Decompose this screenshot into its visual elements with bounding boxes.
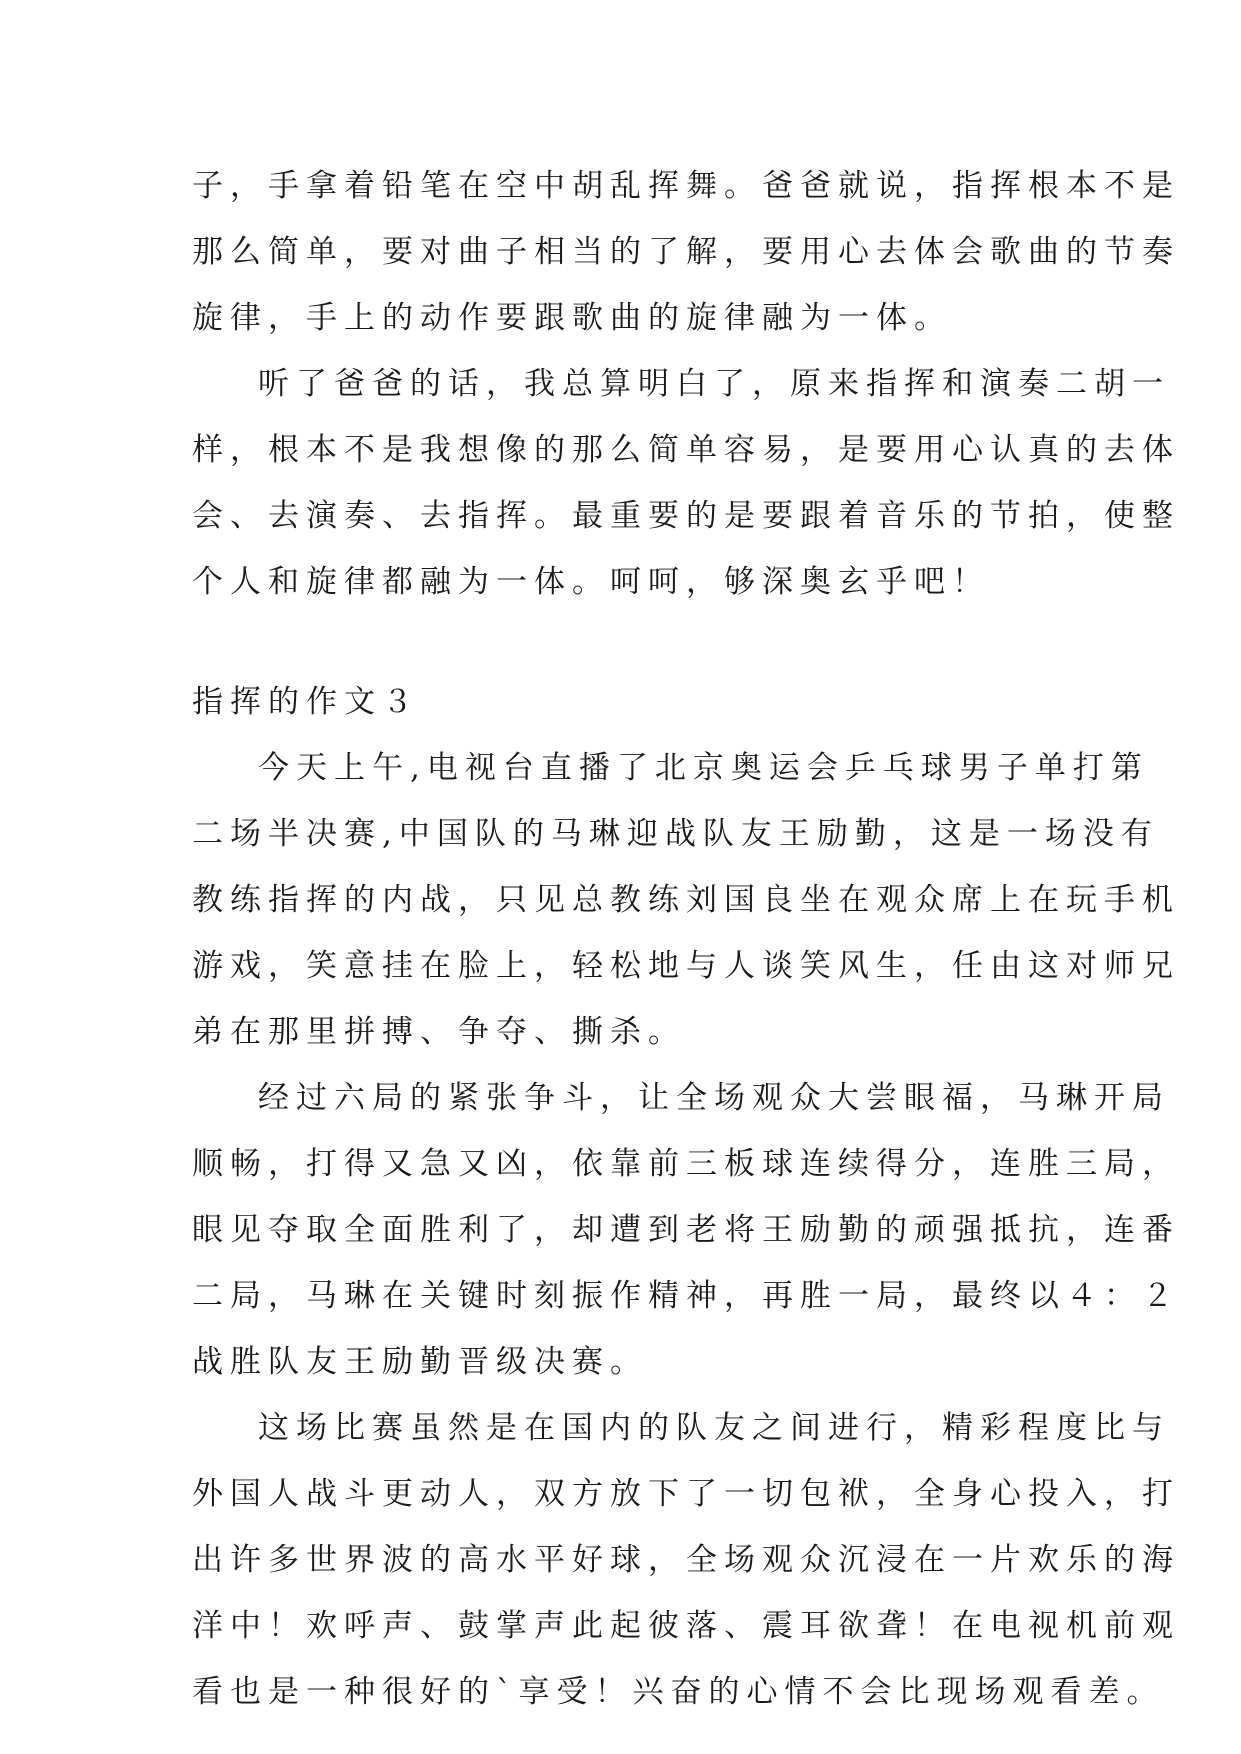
text-line: 今天上午,电视台直播了北京奥运会乒乓球男子单打第: [258, 750, 1149, 786]
text-line: 那么简单，要对曲子相当的了解，要用心去体会歌曲的节奏: [192, 234, 1180, 270]
text-line: 二局，马琳在关键时刻振作精神，再胜一局，最终以４：２: [192, 1278, 1180, 1314]
text-line: 游戏，笑意挂在脸上，轻松地与人谈笑风生，任由这对师兄: [192, 948, 1180, 984]
text-line: 外国人战斗更动人，双方放下了一切包袱，全身心投入，打: [192, 1476, 1180, 1512]
text-line: 眼见夺取全面胜利了，却遭到老将王励勤的顽强抵抗，连番: [192, 1212, 1180, 1248]
text-line: 教练指挥的内战，只见总教练刘国良坐在观众席上在玩手机: [192, 882, 1180, 918]
text-line: 弟在那里拼搏、争夺、撕杀。: [192, 1014, 686, 1050]
text-line: 旋律，手上的动作要跟歌曲的旋律融为一体。: [192, 300, 952, 336]
text-line: 顺畅，打得又急又凶，依靠前三板球连续得分，连胜三局，: [192, 1146, 1180, 1182]
text-line: 战胜队友王励勤晋级决赛。: [192, 1344, 648, 1380]
text-line: 经过六局的紧张争斗，让全场观众大尝眼福，马琳开局: [258, 1080, 1170, 1116]
text-line: 二场半决赛,中国队的马琳迎战队友王励勤，这是一场没有: [192, 816, 1159, 852]
text-line: 会、去演奏、去指挥。最重要的是要跟着音乐的节拍，使整: [192, 498, 1180, 534]
text-line: 听了爸爸的话，我总算明白了，原来指挥和演奏二胡一: [258, 366, 1170, 402]
section-title: 指挥的作文３: [192, 684, 420, 720]
text-line: 看也是一种很好的`享受！兴奋的心情不会比现场观看差。: [192, 1674, 1165, 1710]
text-line: 子，手拿着铅笔在空中胡乱挥舞。爸爸就说，指挥根本不是: [192, 168, 1180, 204]
text-line: 洋中！欢呼声、鼓掌声此起彼落、震耳欲聋！在电视机前观: [192, 1608, 1180, 1644]
text-line: 样，根本不是我想像的那么简单容易，是要用心认真的去体: [192, 432, 1180, 468]
text-line: 出许多世界波的高水平好球，全场观众沉浸在一片欢乐的海: [192, 1542, 1180, 1578]
text-line: 这场比赛虽然是在国内的队友之间进行，精彩程度比与: [258, 1410, 1170, 1446]
text-line: 个人和旋律都融为一体。呵呵，够深奥玄乎吧！: [192, 564, 990, 600]
